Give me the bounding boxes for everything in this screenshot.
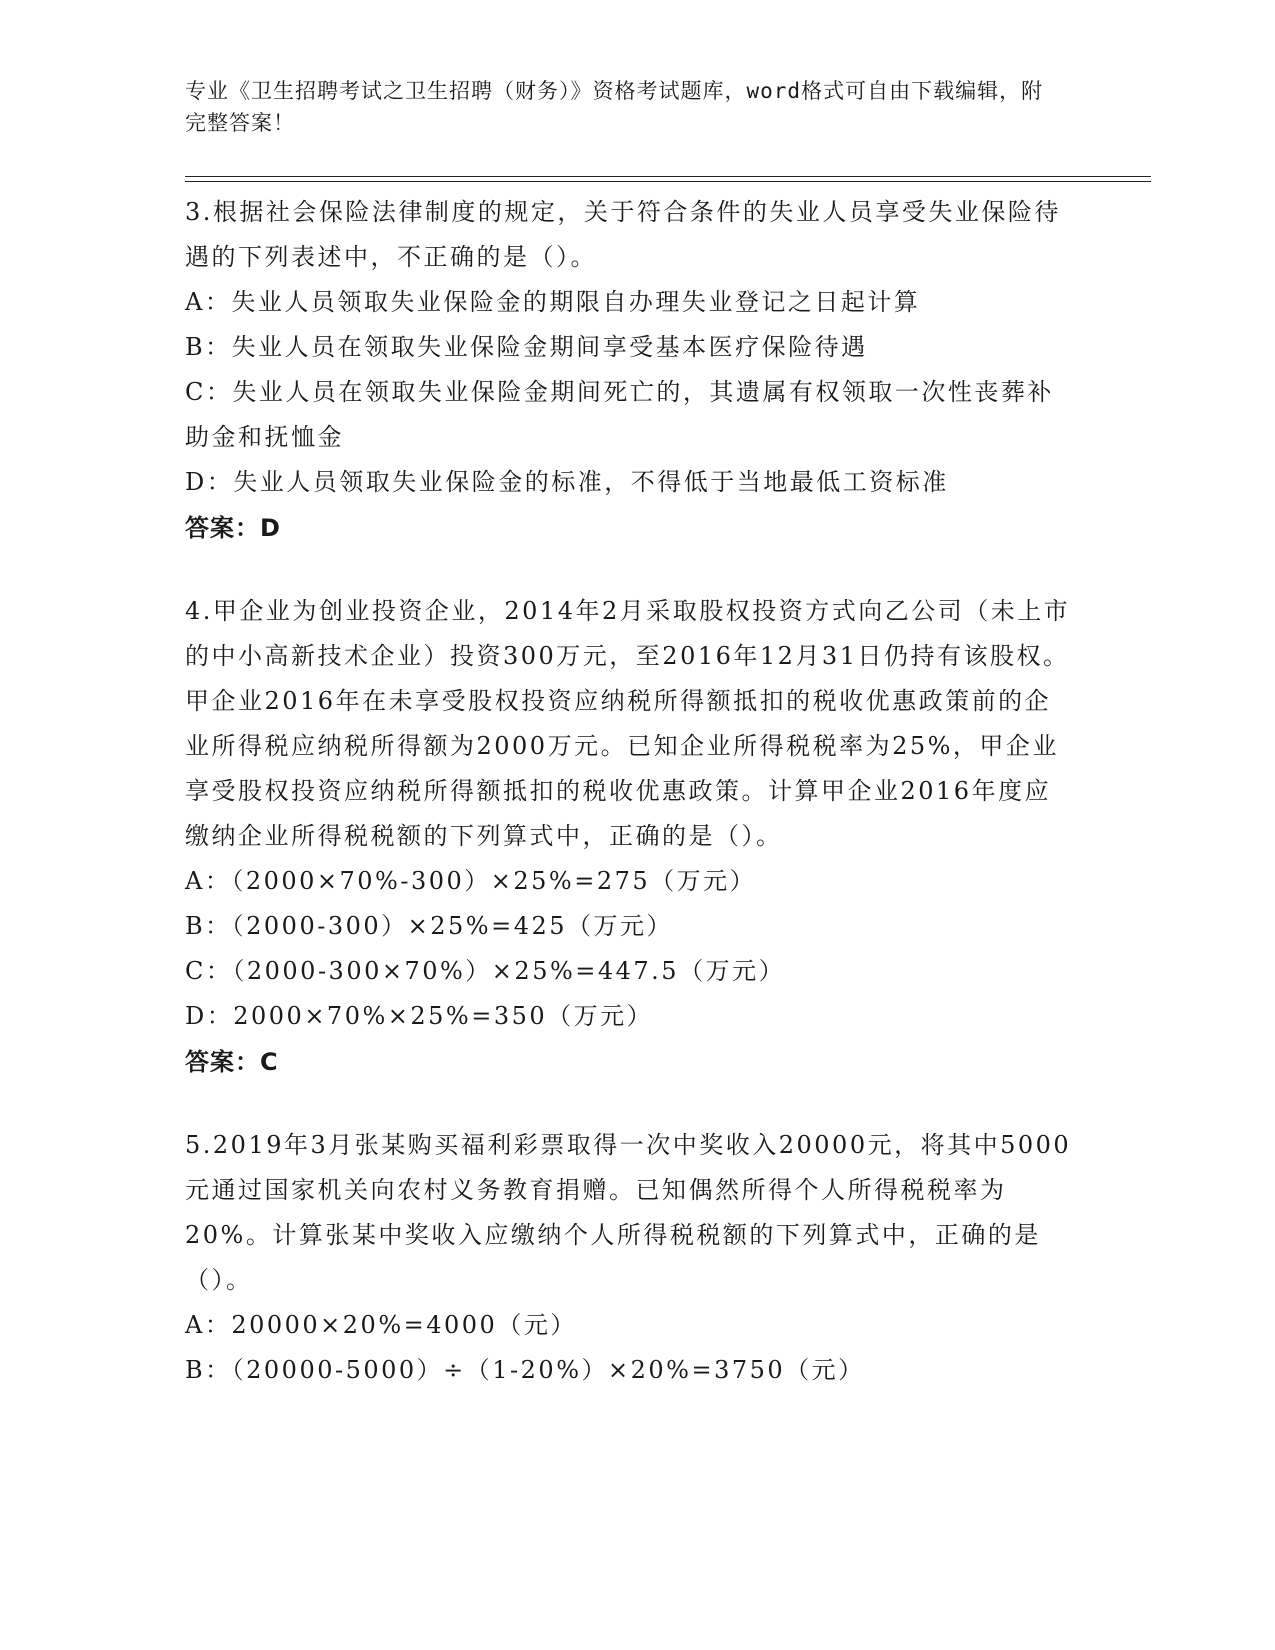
option-b: B：（2000-300）×25%=425（万元） bbox=[185, 912, 674, 940]
header-divider-bottom bbox=[185, 181, 1151, 182]
question-3 bbox=[185, 190, 1075, 551]
option-c: C：失业人员在领取失业保险金期间死亡的，其遗属有权领取一次性丧葬补助金和抚恤金 bbox=[185, 378, 1054, 451]
option-a: A：失业人员领取失业保险金的期限自办理失业登记之日起计算 bbox=[185, 288, 921, 316]
option-a: A：（2000×70%-300）×25%=275（万元） bbox=[185, 867, 757, 895]
option-b: B：失业人员在领取失业保险金期间享受基本医疗保险待遇 bbox=[185, 333, 868, 361]
answer-label: 答案：D bbox=[185, 514, 281, 542]
document-header: 专业《卫生招聘考试之卫生招聘（财务）》资格考试题库，word格式可自由下载编辑，附完整答案！ bbox=[185, 79, 1044, 135]
option-d: D：2000×70%×25%=350（万元） bbox=[185, 1002, 654, 1030]
option-d: D：失业人员领取失业保险金的标准，不得低于当地最低工资标准 bbox=[185, 468, 949, 496]
option-c: C：（2000-300×70%）×25%=447.5（万元） bbox=[185, 957, 786, 985]
question-stem: 4.甲企业为创业投资企业，2014年2月采取股权投资方式向乙公司（未上市的中小高新技术企业）投资300万元，至2016年12月31日仍持有该股权。甲企业2016年在未享受股权投资应纳税所得额抵扣的税收优惠政策前的企业所得税应纳税所得额为2000万元。已知企业所得税税率为25%，甲企业享受股权投资应纳税所得额抵扣的税收优惠政策。计算甲企业2016年度应缴纳企业所得税税额的下列算式中，正确的是（）。 bbox=[185, 597, 1071, 850]
option-a: A：20000×20%=4000（元） bbox=[185, 1311, 577, 1339]
question-4 bbox=[185, 589, 1075, 1085]
question-stem: 5.2019年3月张某购买福利彩票取得一次中奖收入20000元，将其中5000元通过国家机关向农村义务教育捐赠。已知偶然所得个人所得税税率为20%。计算张某中奖收入应缴纳个人所得税税额的下列算式中，正确的是（）。 bbox=[185, 1131, 1072, 1294]
question-list bbox=[185, 190, 1075, 1431]
option-b: B：（20000-5000）÷（1-20%）×20%=3750（元） bbox=[185, 1356, 865, 1384]
question-stem: 3.根据社会保险法律制度的规定，关于符合条件的失业人员享受失业保险待遇的下列表述中，不正确的是（）。 bbox=[185, 198, 1061, 271]
answer-label: 答案：C bbox=[185, 1048, 279, 1076]
header-divider-top bbox=[185, 176, 1151, 177]
question-5 bbox=[185, 1123, 1075, 1393]
